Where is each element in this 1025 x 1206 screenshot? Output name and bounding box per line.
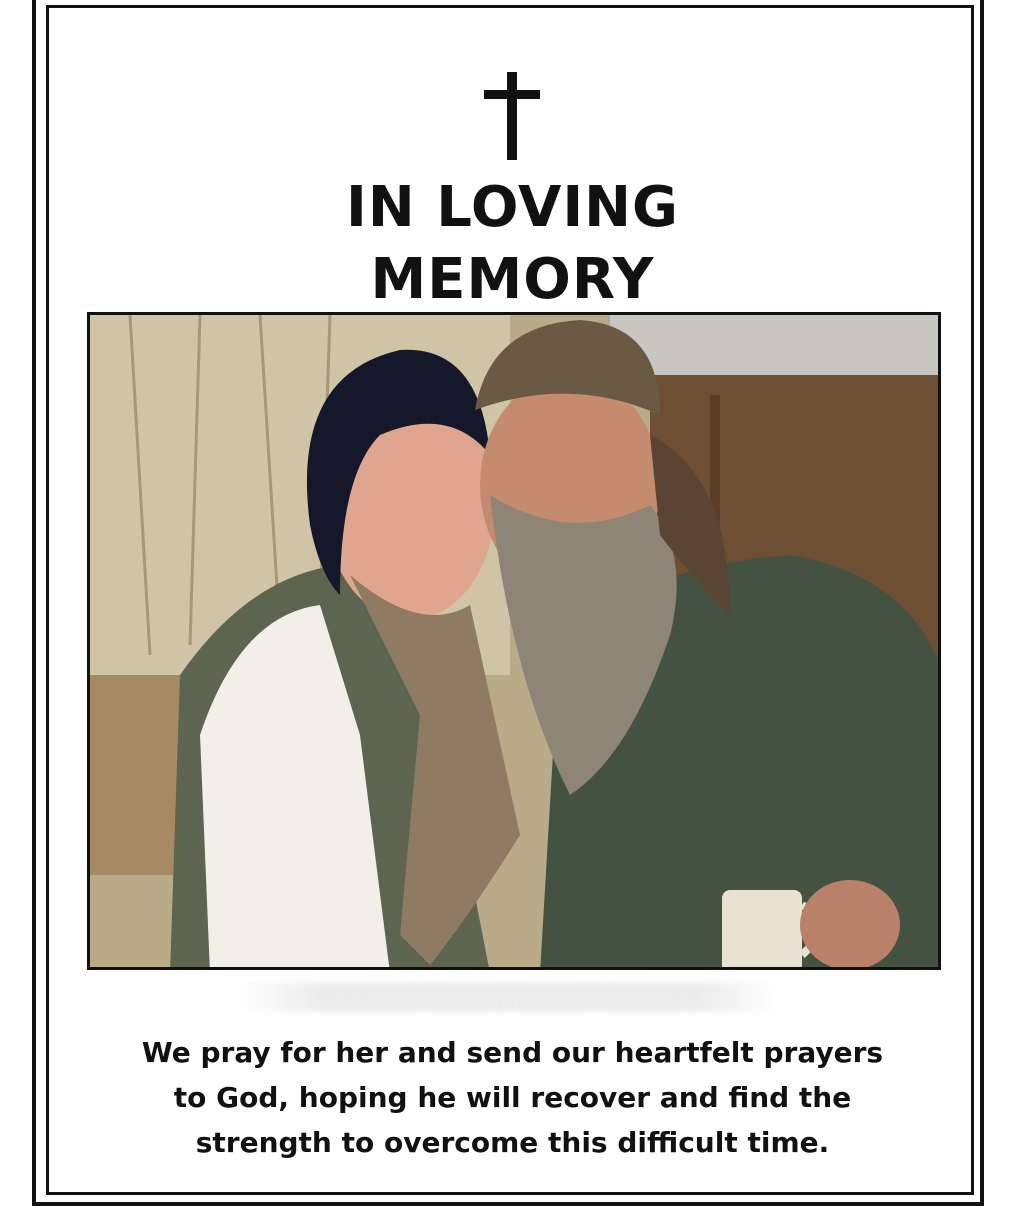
message-line-1: We pray for her and send our heartfelt prayers xyxy=(141,1036,884,1069)
title-line-1: IN LOVING xyxy=(346,175,679,240)
memorial-message xyxy=(100,1030,925,1165)
memorial-photo xyxy=(87,312,941,970)
cross-icon xyxy=(484,72,540,160)
obscured-caption xyxy=(240,982,780,1012)
title-line-2: MEMORY xyxy=(370,247,655,312)
message-line-2: to God, hoping he will recover and find the xyxy=(173,1081,852,1114)
message-line-3: strength to overcome this difficult time. xyxy=(195,1126,830,1159)
photo-illustration xyxy=(90,315,941,970)
